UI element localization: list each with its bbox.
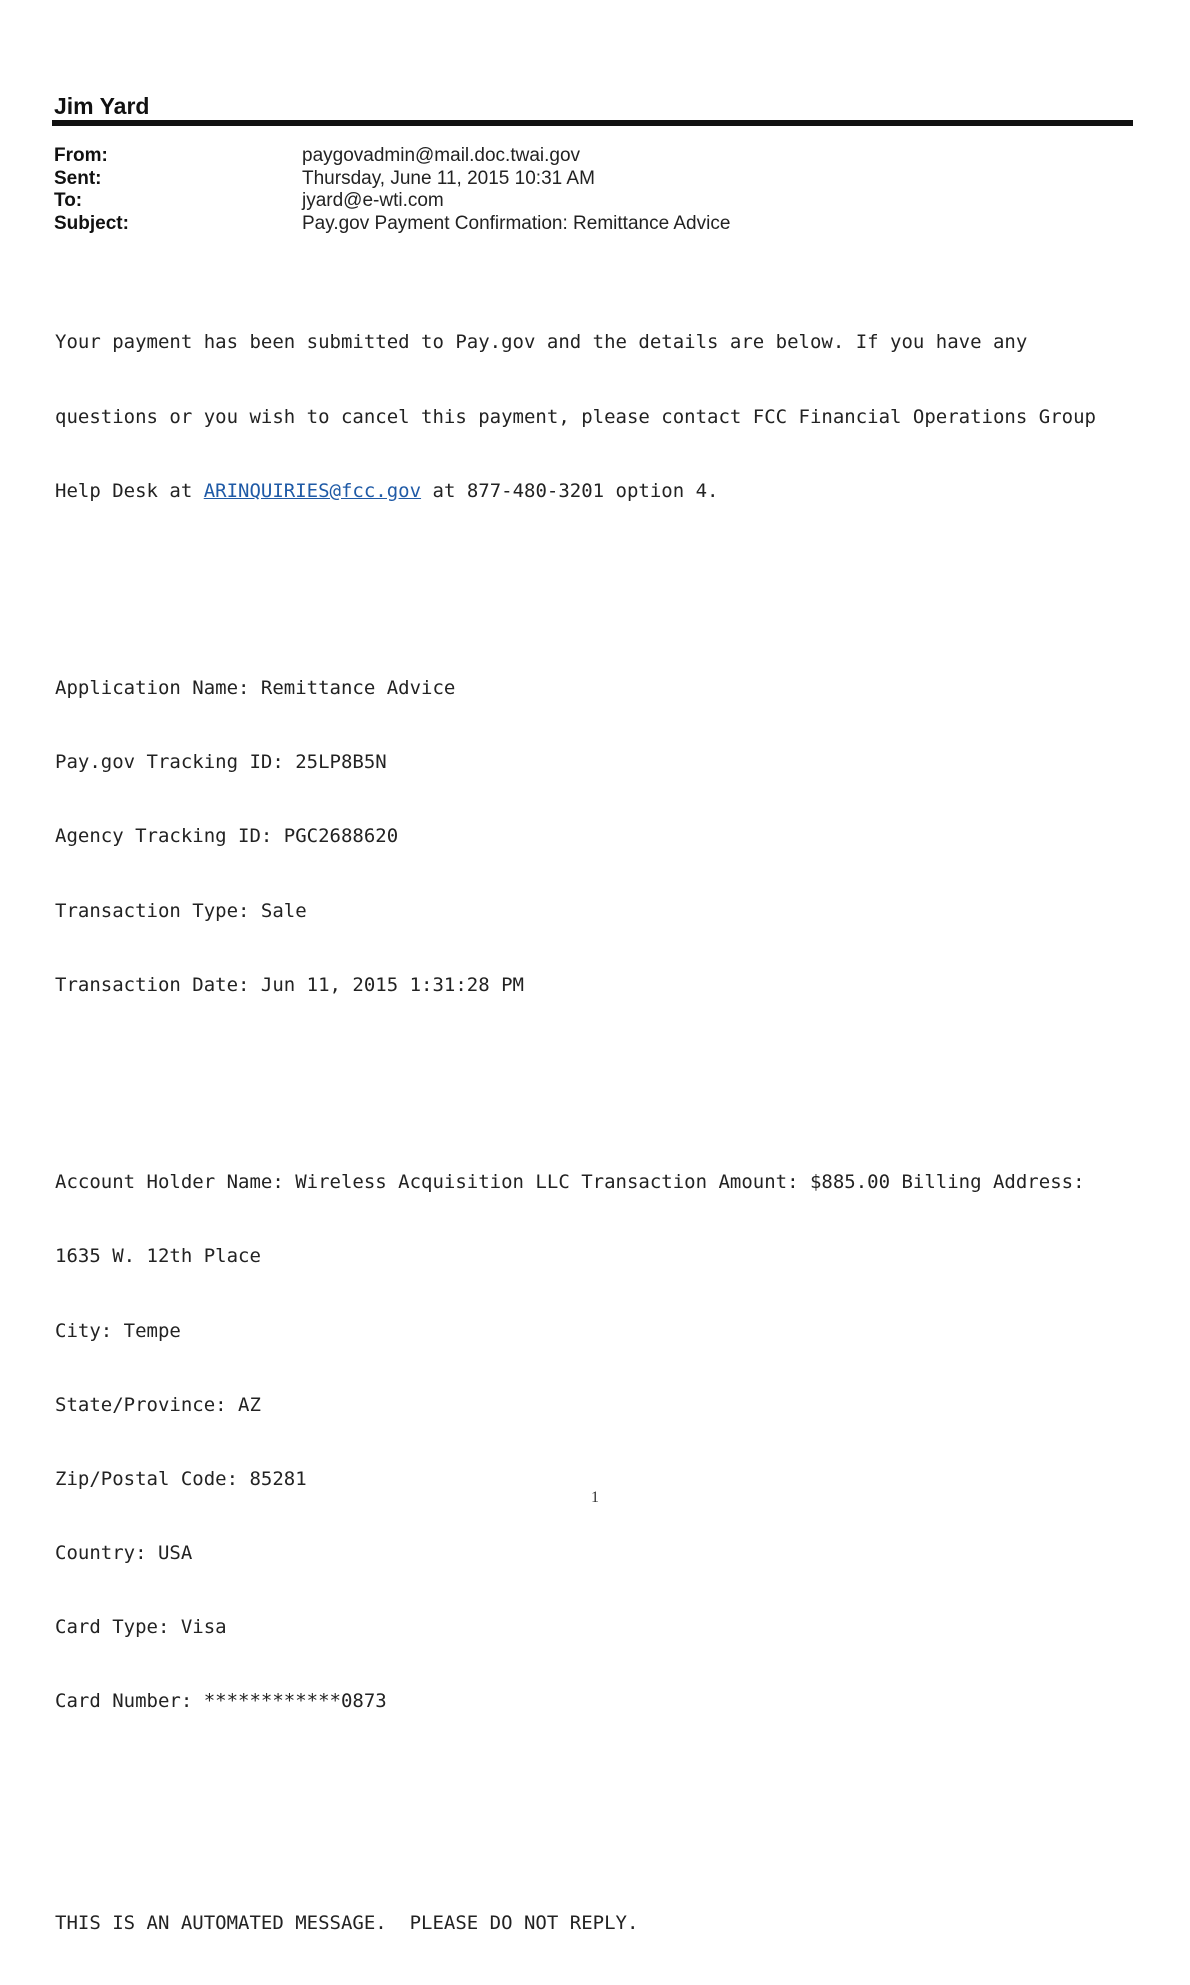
subject-row <box>54 213 730 236</box>
email-header <box>54 145 730 235</box>
account-holder-line: Account Holder Name: Wireless Acquisition LLC Transaction Amount: $885.00 Billing Address: <box>55 1171 1085 1194</box>
mailbox-owner-name: Jim Yard <box>54 93 150 119</box>
arinquiries-email-link[interactable]: ARINQUIRIES@fcc.gov <box>203 479 422 502</box>
country-line: Country: USA <box>55 1541 193 1564</box>
card-number-line: Card Number: ************0873 <box>55 1690 387 1713</box>
from-row <box>54 145 730 168</box>
intro-line-3 <box>55 479 1135 504</box>
to-label: To: <box>54 190 83 211</box>
zip-line: Zip/Postal Code: 85281 <box>55 1467 307 1490</box>
sent-label: Sent: <box>54 167 102 189</box>
from-label: From: <box>54 145 108 166</box>
sent-value: Thursday, June 11, 2015 10:31 AM <box>302 167 595 189</box>
subject-label: Subject: <box>54 212 129 234</box>
spacer <box>55 577 1135 602</box>
to-value: jyard@e-wti.com <box>302 190 444 211</box>
application-name: Application Name: Remittance Advice <box>55 677 456 700</box>
subject-value: Pay.gov Payment Confirmation: Remittance Advice <box>302 212 731 234</box>
intro-line-1: Your payment has been submitted to Pay.gov and the details are below. If you have any <box>55 331 1028 354</box>
intro-line-2: questions or you wish to cancel this payment, please contact FCC Financial Operations Group <box>55 405 1096 428</box>
card-type-line: Card Type: Visa <box>55 1615 227 1638</box>
header-divider <box>52 120 1133 126</box>
automated-message-notice: THIS IS AN AUTOMATED MESSAGE. PLEASE DO NOT REPLY. <box>55 1912 639 1935</box>
billing-address-line: 1635 W. 12th Place <box>55 1245 261 1268</box>
state-line: State/Province: AZ <box>55 1393 261 1416</box>
transaction-type: Transaction Type: Sale <box>55 899 307 922</box>
transaction-date: Transaction Date: Jun 11, 2015 1:31:28 PM <box>55 973 524 996</box>
spacer <box>55 1071 1135 1096</box>
from-value: paygovadmin@mail.doc.twai.gov <box>302 145 581 166</box>
city-line: City: Tempe <box>55 1319 181 1342</box>
agency-tracking-id: Agency Tracking ID: PGC2688620 <box>55 825 399 848</box>
paygov-tracking-id: Pay.gov Tracking ID: 25LP8B5N <box>55 751 387 774</box>
to-row <box>54 190 730 213</box>
intro-line-3-suffix: at 877-480-3201 option 4. <box>421 479 719 502</box>
sent-row <box>54 168 730 191</box>
email-body <box>55 281 1135 1985</box>
intro-line-3-prefix: Help Desk at <box>55 479 204 502</box>
spacer <box>55 1788 1135 1837</box>
page-number: 1 <box>591 1489 599 1506</box>
